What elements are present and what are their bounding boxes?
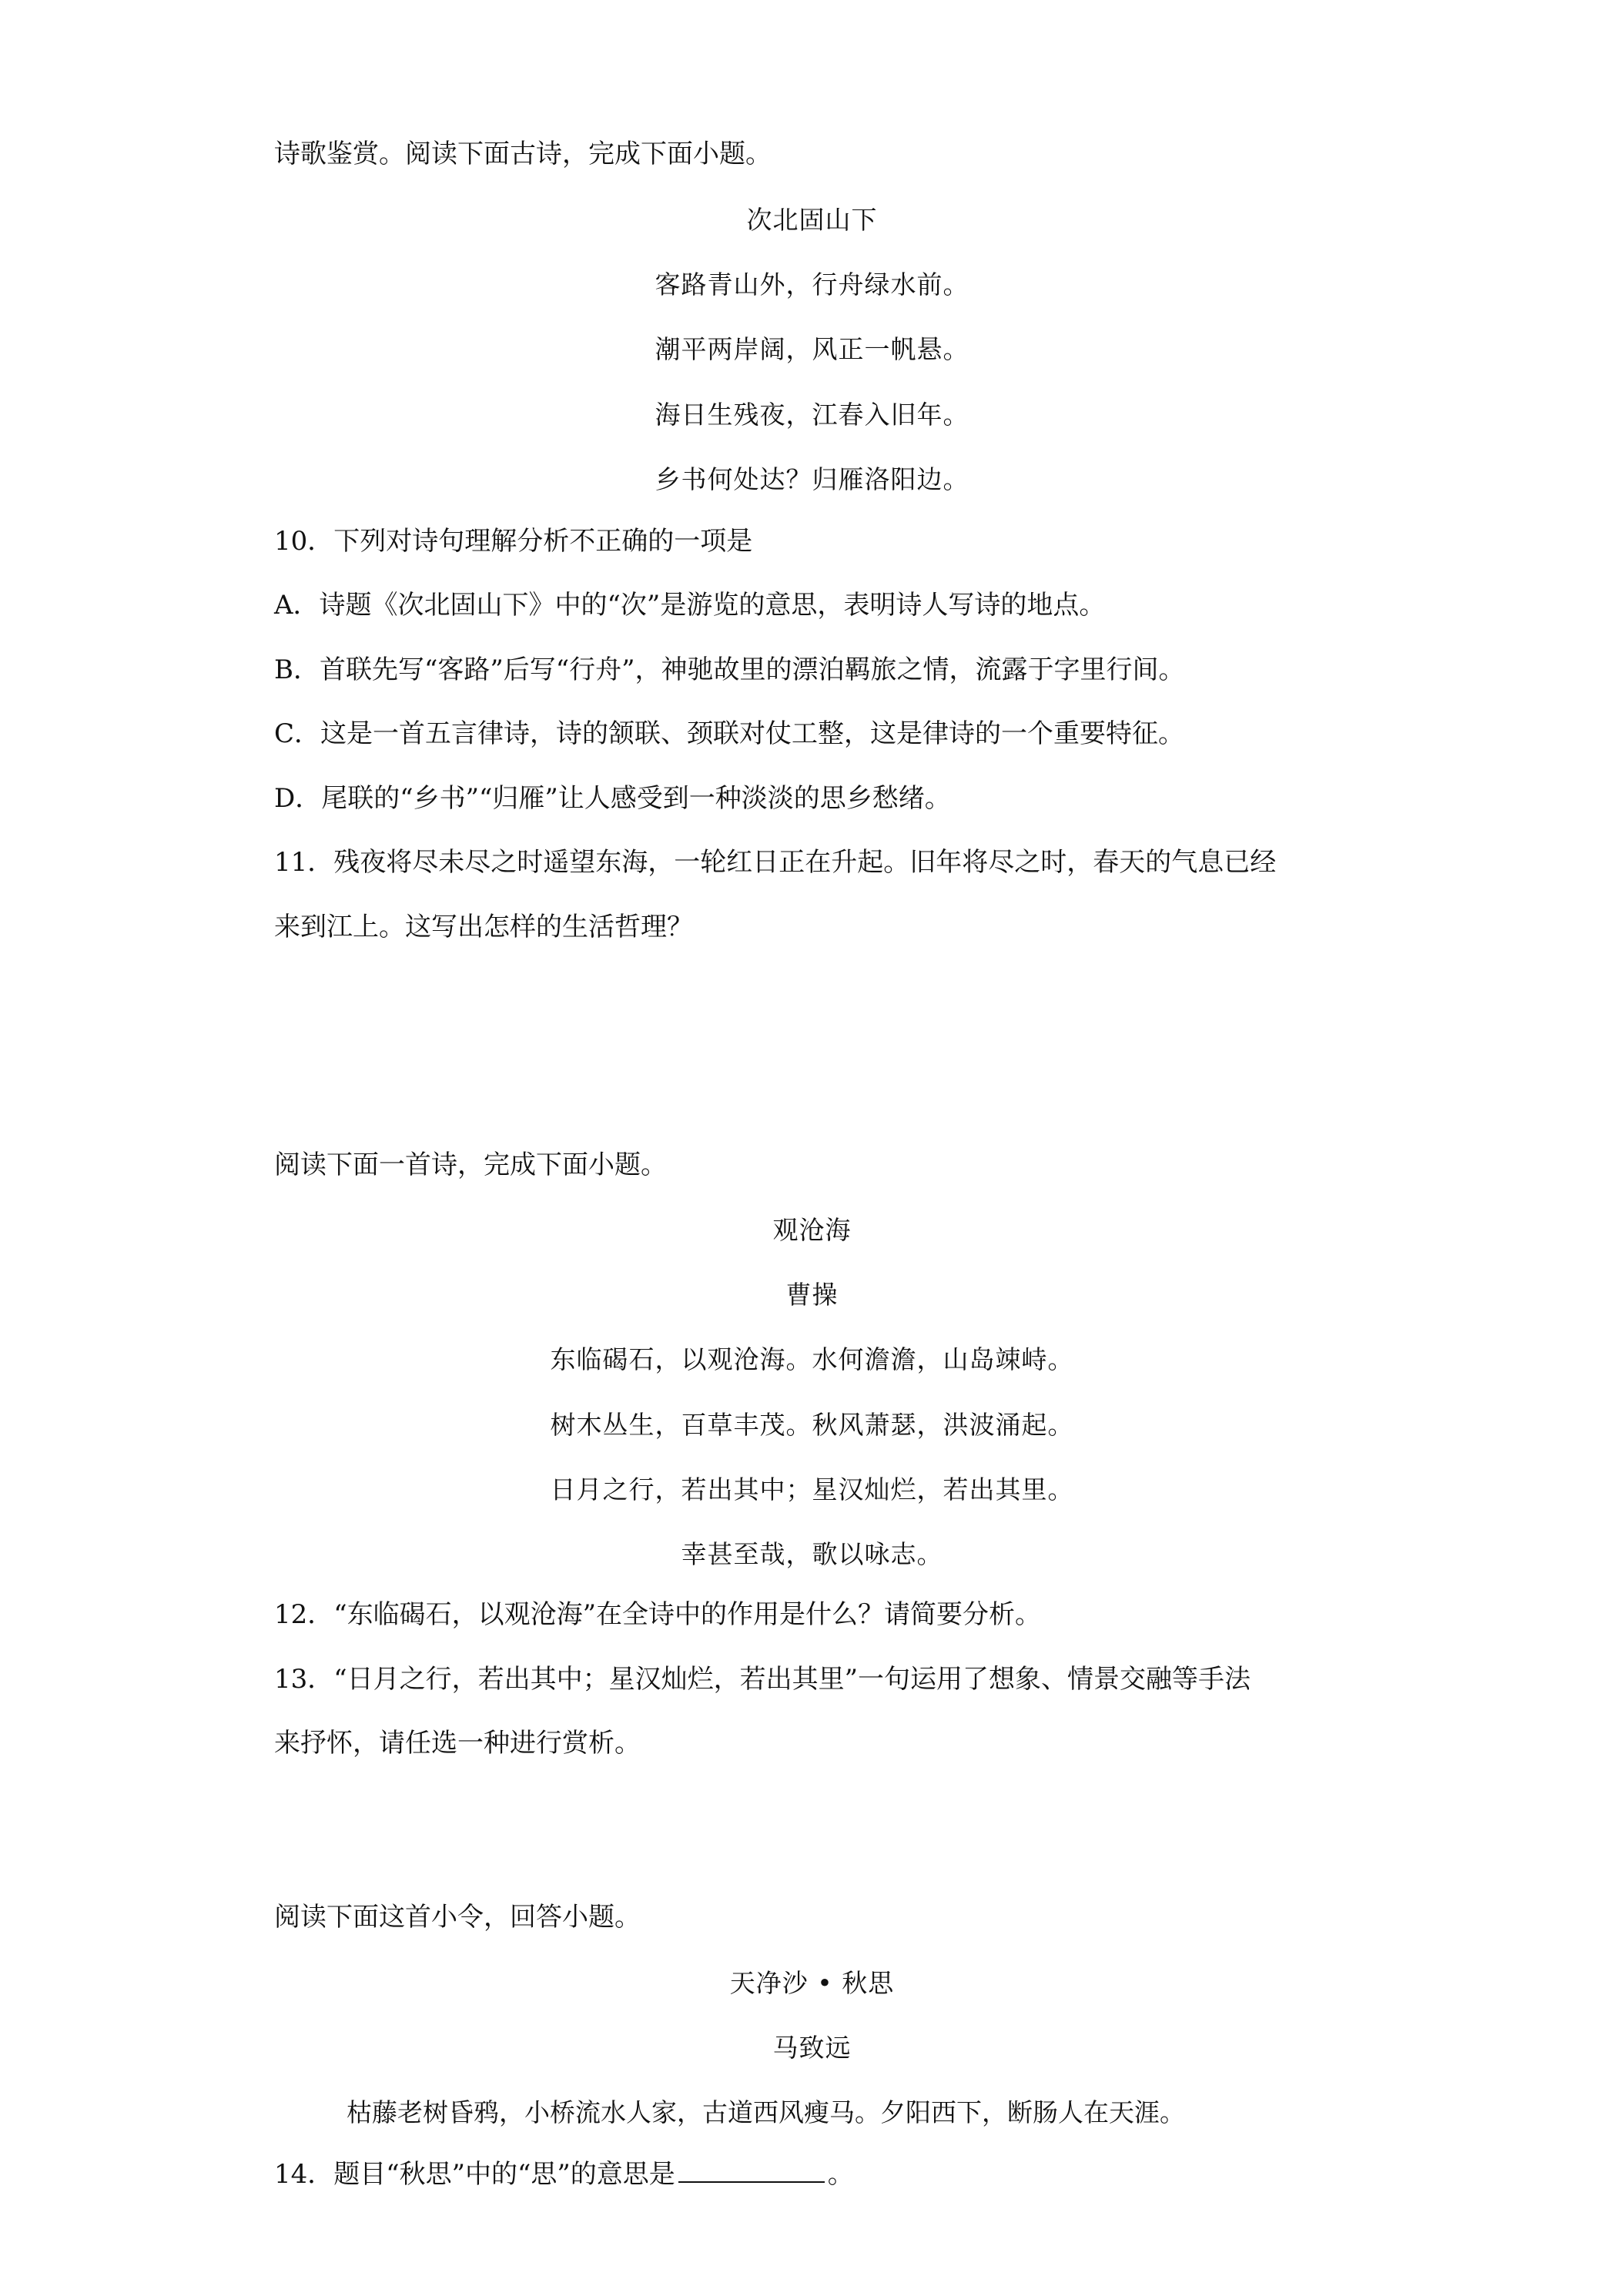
question-11-line-1: 11．残夜将尽未尽之时遥望东海，一轮红日正在升起。旧年将尽之时，春天的气息已经	[274, 847, 1277, 878]
q10-option-d: D．尾联的“乡书”“归雁”让人感受到一种淡淡的思乡愁绪。	[274, 783, 951, 814]
poem2-line-2: 树木丛生，百草丰茂。秋风萧瑟，洪波涌起。	[550, 1410, 1074, 1440]
question-14	[274, 2157, 854, 2192]
poem1-line-2: 潮平两岸阔，风正一帆悬。	[655, 334, 969, 364]
poem1-line-1: 客路青山外，行舟绿水前。	[655, 269, 969, 300]
section3-intro: 阅读下面这首小令，回答小题。	[274, 1902, 641, 1933]
q10-option-c: C．这是一首五言律诗，诗的颔联、颈联对仗工整，这是律诗的一个重要特征。	[274, 718, 1185, 749]
question-13-line-1: 13．“日月之行，若出其中；星汉灿烂，若出其里”一句运用了想象、情景交融等手法	[274, 1664, 1251, 1695]
poem2-title: 观沧海	[772, 1215, 852, 1245]
poem1-line-3: 海日生残夜，江春入旧年。	[655, 400, 969, 430]
poem3-title: 天净沙 • 秋思	[729, 1968, 895, 1998]
poem1-line-4: 乡书何处达？归雁洛阳边。	[655, 464, 969, 494]
poem2-author: 曹操	[785, 1280, 839, 1310]
section1-intro: 诗歌鉴赏。阅读下面古诗，完成下面小题。	[274, 139, 772, 169]
poem1-title: 次北固山下	[746, 205, 878, 235]
poem2-line-3: 日月之行，若出其中；星汉灿烂，若出其里。	[550, 1474, 1074, 1504]
answer-blank[interactable]	[678, 2158, 825, 2183]
question-14-end: 。	[827, 2159, 854, 2190]
poem3-author: 马致远	[772, 2033, 852, 2063]
section2-intro: 阅读下面一首诗，完成下面小题。	[274, 1150, 667, 1180]
q10-option-a: A．诗题《次北固山下》中的“次”是游览的意思，表明诗人写诗的地点。	[274, 590, 1106, 621]
q10-option-b: B．首联先写“客路”后写“行舟”，神驰故里的漂泊羁旅之情，流露于字里行间。	[274, 654, 1185, 685]
poem2-line-4: 幸甚至哉，歌以咏志。	[681, 1539, 943, 1569]
question-11-line-2: 来到江上。这写出怎样的生活哲理？	[274, 912, 693, 942]
poem3-text: 枯藤老树昏鸦，小桥流水人家，古道西风瘦马。夕阳西下，断肠人在天涯。	[347, 2097, 1185, 2127]
poem2-line-1: 东临碣石，以观沧海。水何澹澹，山岛竦峙。	[550, 1344, 1074, 1374]
question-14-text: 14．题目“秋思”中的“思”的意思是	[274, 2159, 675, 2190]
question-13-line-2: 来抒怀，请任选一种进行赏析。	[274, 1728, 641, 1759]
question-10: 10．下列对诗句理解分析不正确的一项是	[274, 526, 753, 557]
question-12: 12．“东临碣石，以观沧海”在全诗中的作用是什么？请简要分析。	[274, 1599, 1042, 1630]
